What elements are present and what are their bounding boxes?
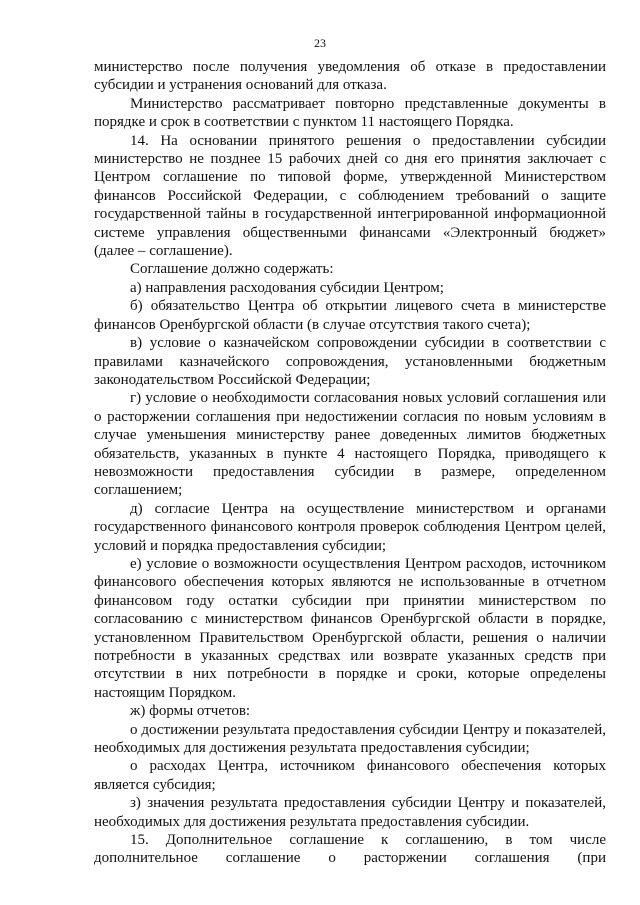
list-item-z: з) значения результата предоставления субсидии Центру и показателей, необходимых для достижения результата предоставления субсидии. [94,795,606,830]
paragraph: Соглашение должно содержать: [130,261,334,278]
list-item-e: е) условие о возможности осуществления Центром расходов, источником финансового обеспечения которых являются не использованные в отчетном финансовом году остатки субсидии при принятии министерством по согласованию с министерством финансов Оренбургской области в порядке, установленном Правительством Оренбургской области, решения о наличии потребности в указанных средствах или возврате указанных средств при отсутствии в них потребности в порядке и сроки, которые определены настоящим Порядком. [94,555,606,701]
list-item-d: д) согласие Центра на осуществление министерством и органами государственного финансового контроля проверок соблюдения Центром целей, условий и порядка предоставления субсидии; [94,500,606,554]
list-item-b: б) обязательство Центра об открытии лицевого счета в министерстве финансов Оренбургской области (в случае отсутствия такого счета); [94,298,606,333]
list-item-zh: ж) формы отчетов: [130,703,251,720]
list-item-v: в) условие о казначейском сопровождении субсидии в соответствии с правилами казначейского сопровождения, установленными бюджетным законодательством Российской Федерации; [94,335,606,388]
document-body [94,58,606,868]
page-number: 23 [314,36,326,50]
list-item-a: а) направления расходования субсидии Центром; [130,279,444,296]
paragraph-continuation: министерство после получения уведомления об отказе в предоставлении субсидии и устранения оснований для отказа. [94,59,606,94]
list-item-g: г) условие о необходимости согласования новых условий соглашения или о расторжении соглашения при недостижении согласия по новым условиям в случае уменьшения министерству ранее доведенных лимитов бюджетных обязательств, указанных в пункте 4 настоящего Порядка, приводящего к невозможности предоставления субсидии в размере, определенном соглашением; [94,390,606,499]
list-subitem: о достижении результата предоставления субсидии Центру и показателей, необходимых для достижения результата предоставления субсидии; [94,721,606,757]
paragraph: Министерство рассматривает повторно представленные документы в порядке и срок в соответствии с пунктом 11 настоящего Порядка. [94,95,606,131]
paragraph-item-14: 14. На основании принятого решения о предоставлении субсидии министерство не позднее 15 рабочих дней со дня его принятия заключает с Центром соглашение по типовой форме, утвержденной Министерством финансов Российской Федерации, с соблюдением требований о защите государственной тайны в государственной интегрированной информационной системе управления общественными финансами «Электронный бюджет» (далее – соглашение). [94,132,606,260]
paragraph-item-15: 15. Дополнительное соглашение к соглашению, в том числе дополнительное соглашение о расторжении соглашения (при [94,832,606,867]
list-subitem: о расходах Центра, источником финансового обеспечения которых является субсидия; [94,758,606,793]
